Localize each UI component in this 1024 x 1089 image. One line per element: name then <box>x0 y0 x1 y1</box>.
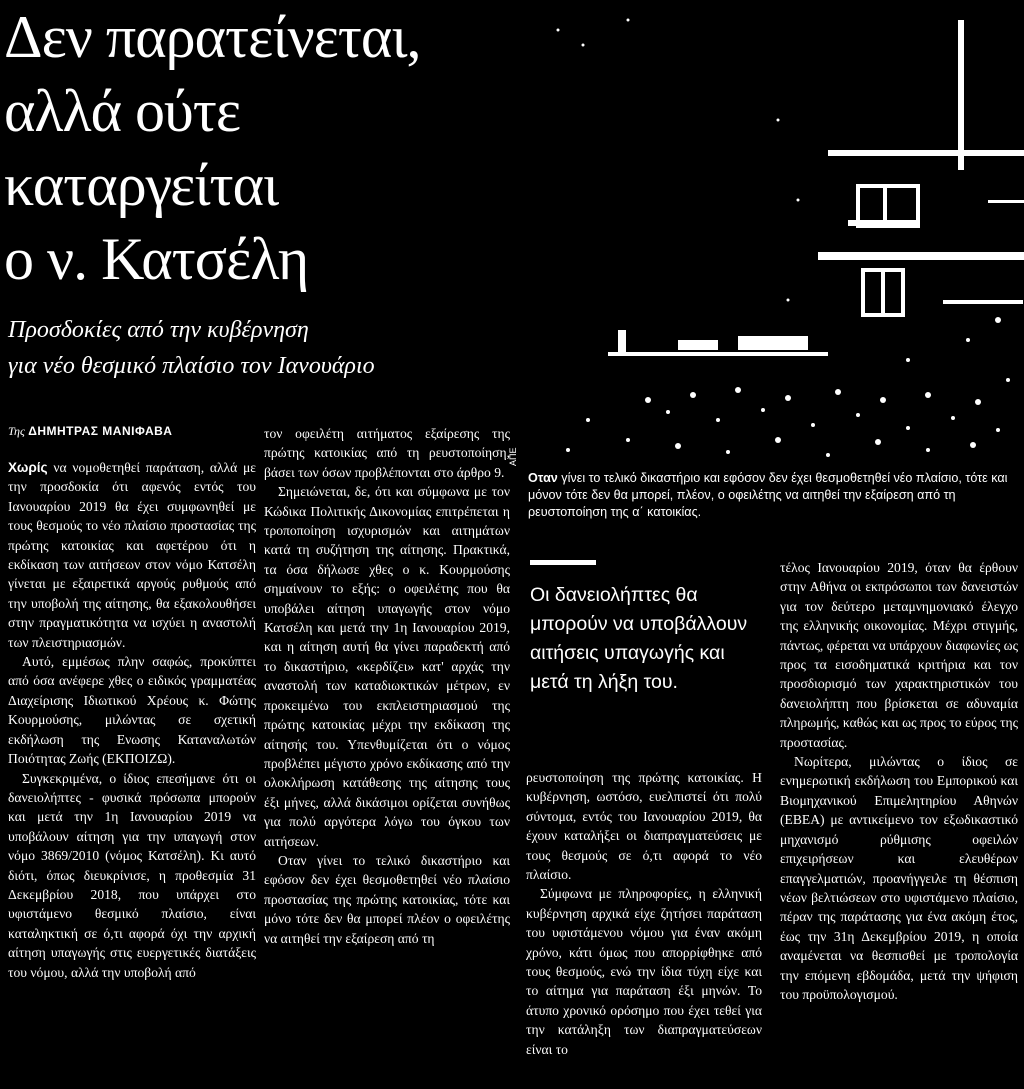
paragraph: Οταν γίνει το τελικό δικαστήριο και εφόσον δεν έχει θεσμοθετηθεί νέο πλαίσιο προστασίας της πρώτης κατοικίας, τότε και μόνο τότε δεν θα μπορεί πλέον ο οφειλέτης να αιτηθεί την εξαίρεση από τη <box>264 852 510 946</box>
headline-line: καταργείται <box>4 152 279 218</box>
paragraph: Συγκεκριμένα, ο ίδιος επεσήμανε ότι οι δανειολήπτες - φυσικά πρόσωπα μπορούν και μετά την 1η Ιανουαρίου 2019 να υποβάλουν αίτηση για την υπαγωγή στον νόμο 3869/2010 (νόμος Κατσέλη). Κι αυτό διότι, όπως διευκρίνισε, η προθεσμία 31 Δεκεμβρίου 2018, που υπάρχει στο υφιστάμενο θεσμικό πλαίσιο, είναι καταληκτική σε ό,τι αφορά όχι την αρχική αίτηση υπαγωγής στις ευεργετικές διατάξεις του νόμου, αλλά την υποβολή από <box>8 770 256 980</box>
paragraph: Σύμφωνα με πληροφορίες, η ελληνική κυβέρνηση αρχικά είχε ζητήσει παράταση του υφιστάμενου νόμου για έναν ακόμη χρόνο, κάτι όμως που απορρίφθηκε από τους θεσμούς, ενώ την ίδια τύχη είχε και το αίτημα για παράταση έξι μηνών. Το άτυπο χρονικό ορόσημο που έχει τεθεί για την κατάληξη των διαπραγματεύσεων είναι το <box>526 886 762 1057</box>
paragraph: Νωρίτερα, μιλώντας ο ίδιος σε ενημερωτική εκδήλωση του Εμπορικού και Βιομηχανικού Επιμελητηρίου Αθηνών (ΕΒΕΑ) με αντικείμενο τον εξωδικαστικό μηχανισμό ρύθμισης οφειλών επιχειρήσεων και ελευθέρων επαγγελματιών, προανήγγειλε τη θέσπιση νέων βελτιώσεων στο υφιστάμενο πλαίσιο, πέραν της παράτασης για ένα ακόμη έτος, έως την 31η Δεκεμβρίου 2019, η οποία αναμένεται να θεσπισθεί με τροπολογία την επόμενη εβδομάδα, μετά την ψήφιση του προϋπολογισμού. <box>780 754 1018 1002</box>
photo-credit: ΑΠΕ <box>508 447 518 466</box>
paragraph-text: να νομοθετηθεί παράταση, αλλά με την προσδοκία ότι αφενός εντός του Ιανουαρίου 2019 θα έχει συμφωνηθεί με τους θεσμούς το νέο πλαίσιο προστασίας της πρώτης κατοικίας και αφετέρου ότι η εκδίκαση των αιτήσεων στον νόμο Κατσέλη γίνεται με εξαιρετικά αργούς ρυθμούς από την υποβολή της αίτησης, θα εξακολουθήσει στην πραγματικότητα να ισχύει η αναστολή των πλειστηριασμών. <box>8 460 256 650</box>
paragraph: τον οφειλέτη αιτήματος εξαίρεσης της πρώτης κατοικίας από τη ρευστοποίηση, βάσει των όσων προβλέπονται στο άρθρο 9. <box>264 426 510 480</box>
body-column-3 <box>526 768 762 1059</box>
body-column-1 <box>8 458 256 982</box>
paragraph: ρευστοποίηση της πρώτης κατοικίας. Η κυβέρνηση, ωστόσο, ευελπιστεί ότι πολύ σύντομα, εντός του Ιανουαρίου 2019, θα έχουν καταλήξει οι διαπραγματεύσεις με τους θεσμούς σε ό,τι αφορά το νέο πλαίσιο. <box>526 770 762 883</box>
photo-caption <box>528 470 1020 521</box>
caption-text: γίνει το τελικό δικαστήριο και εφόσον δεν έχει θεσμοθετηθεί νέο πλαίσιο, τότε και μόνον τότε δεν θα μπορεί, πλέον, ο οφειλέτης να αιτηθεί την εξαίρεση από τη ρευστοποίηση της α΄ κατοικίας. <box>528 471 1008 519</box>
headline-line: αλλά ούτε <box>4 78 241 144</box>
body-column-4 <box>780 558 1018 1004</box>
house-photo-graphic <box>528 0 1024 468</box>
headline <box>4 0 524 296</box>
paragraph <box>8 458 256 652</box>
byline <box>8 424 172 439</box>
body-column-2 <box>264 424 510 948</box>
lead-word: Χωρίς <box>8 460 48 475</box>
headline-line: ο ν. Κατσέλη <box>4 226 309 292</box>
paragraph: Σημειώνεται, δε, ότι και σύμφωνα με τον Κώδικα Πολιτικής Δικονομίας επιτρέπεται η τροποποίηση ισχυρισμών και αιτημάτων κατά τη συζήτηση της αίτησης. Πρακτικά, τα όσα δήλωσε χθες ο κ. Κουρμούσης σημαίνουν το εξής: ο οφειλέτης που θα υποβάλει αίτηση υπαγωγής στον νόμο Κατσέλη και μετά την 1η Ιανουαρίου 2019, και η αίτηση αυτή θα γίνει παραδεκτή από το δικαστήριο, «κερδίζει» κατ' αρχάς την αναστολή των καταδιωκτικών μέτρων, εν προκειμένω του εκπλειστηριασμού της πρώτης κατοικίας μέχρι την εκδίκαση της αίτησής του. Υπενθυμίζεται ότι ο νόμος προβλέπει μέγιστο χρόνο εκδίκασης από την ολοκλήρωση κατάθεσης της αίτησης τους έξι μήνες, αλλά δικάσιμοι ορίζεται συνήθως για πολύ αργότερα λόγω του όγκου των αιτήσεων. <box>264 484 510 849</box>
caption-lead: Οταν <box>528 471 558 485</box>
quote-rule <box>530 560 596 565</box>
paragraph: Αυτό, εμμέσως πλην σαφώς, προκύπτει από όσα ανέφερε χθες ο ειδικός γραμματέας Διαχείρισης Ιδιωτικού Χρέους κ. Φώτης Κουρμούσης, μιλώντας σε σχετική εκδήλωση της Ενωσης Καταναλωτών Ποιότητας Ζωής (ΕΚΠΟΙΖΩ). <box>8 654 256 767</box>
subtitle <box>8 312 528 384</box>
subtitle-line: Προσδοκίες από την κυβέρνηση <box>8 317 309 343</box>
subtitle-line: για νέο θεσμικό πλαίσιο τον Ιανουάριο <box>8 353 375 379</box>
pull-quote-text: Οι δανειολήπτες θα μπορούν να υποβάλλουν αιτήσεις υπαγωγής και μετά τη λήξη του. <box>530 584 748 693</box>
byline-prefix: Της <box>8 424 25 438</box>
byline-author: ΔΗΜΗΤΡΑΣ ΜΑΝΙΦΑΒΑ <box>28 424 173 438</box>
headline-line: Δεν παρατείνεται, <box>4 4 421 70</box>
paragraph: τέλος Ιανουαρίου 2019, όταν θα έρθουν στην Αθήνα οι εκπρόσωποι των δανειστών για τον δεύτερο μεταμνημονιακό έλεγχο της ελληνικής οικονομίας. Μέχρι στιγμής, πάντως, φέρεται να υπάρχουν διαφωνίες ως προς τα εισοδηματικά κριτήρια και τον προσδιορισμό των χαρακτηριστικών του δανειολήπτη που βρίσκεται σε αδυναμία πληρωμής, καθώς και ως προς το εύρος της προστασίας. <box>780 560 1018 750</box>
pull-quote <box>526 560 762 697</box>
article-photo <box>528 0 1024 468</box>
